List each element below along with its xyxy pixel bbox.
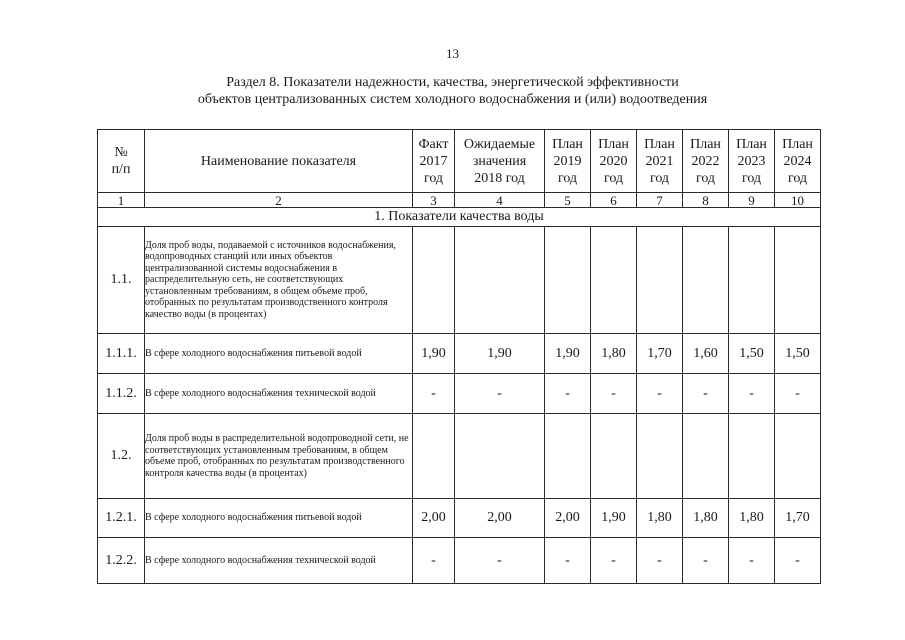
row-value: - (729, 538, 775, 584)
row-value: - (775, 538, 821, 584)
header-col-plan-2023: План 2023 год (729, 130, 775, 193)
section-title (0, 74, 905, 108)
row-name: Доля проб воды, подаваемой с источников водоснабжения, водопроводных станций или иных объектов централизованной системы водоснабжения в распределительную сеть, не соответствующих установленным требованиям, в общем объеме проб, отобранных по результатам производственного контроля качество воды (в процентах) (145, 227, 413, 334)
row-value: - (455, 374, 545, 414)
header-name: Наименование показателя (145, 130, 413, 193)
header-col-plan-2020: План 2020 год (591, 130, 637, 193)
header-col-expected-2018: Ожидаемые значения 2018 год (455, 130, 545, 193)
table-row (98, 227, 821, 334)
indicators-table (97, 129, 821, 584)
row-value (591, 227, 637, 334)
row-value: - (413, 538, 455, 584)
row-value (729, 414, 775, 499)
row-value: 1,90 (413, 334, 455, 374)
row-value (545, 227, 591, 334)
row-number: 1.2.2. (98, 538, 145, 584)
row-value: 2,00 (455, 499, 545, 538)
header-no-line2: п/п (111, 162, 131, 177)
column-number: 4 (455, 193, 545, 208)
row-value (455, 227, 545, 334)
row-value: - (545, 538, 591, 584)
column-number: 8 (683, 193, 729, 208)
row-value: 2,00 (413, 499, 455, 538)
row-value: - (591, 374, 637, 414)
row-value (729, 227, 775, 334)
row-value: 1,70 (637, 334, 683, 374)
header-col-fact-2017: Факт 2017 год (413, 130, 455, 193)
table-row (98, 374, 821, 414)
row-value (545, 414, 591, 499)
row-value: 1,90 (545, 334, 591, 374)
header-col-plan-2021: План 2021 год (637, 130, 683, 193)
header-no-line1: № (114, 145, 128, 160)
row-value: 2,00 (545, 499, 591, 538)
column-number: 5 (545, 193, 591, 208)
row-value (637, 227, 683, 334)
row-value: 1,80 (683, 499, 729, 538)
column-number: 10 (775, 193, 821, 208)
row-name: В сфере холодного водоснабжения питьевой водой (145, 499, 413, 538)
row-name: Доля проб воды в распределительной водопроводной сети, не соответствующих установленным требованиям, в общем объеме проб, отобранных по результатам производственного контроля качества воды (в процентах) (145, 414, 413, 499)
row-value: 1,80 (729, 499, 775, 538)
row-value: 1,90 (455, 334, 545, 374)
row-value: 1,50 (775, 334, 821, 374)
row-number: 1.1.1. (98, 334, 145, 374)
column-number: 7 (637, 193, 683, 208)
row-name: В сфере холодного водоснабжения технической водой (145, 374, 413, 414)
row-value: - (683, 538, 729, 584)
row-value (683, 227, 729, 334)
row-value (775, 227, 821, 334)
row-value: 1,80 (637, 499, 683, 538)
row-value: 1,90 (591, 499, 637, 538)
column-number: 3 (413, 193, 455, 208)
row-value: 1,80 (591, 334, 637, 374)
row-name: В сфере холодного водоснабжения питьевой водой (145, 334, 413, 374)
row-name: В сфере холодного водоснабжения технической водой (145, 538, 413, 584)
table-row (98, 334, 821, 374)
header-col-plan-2024: План 2024 год (775, 130, 821, 193)
title-line-1: Раздел 8. Показатели надежности, качества, энергетической эффективности (226, 75, 679, 90)
row-value: 1,50 (729, 334, 775, 374)
row-value: 1,70 (775, 499, 821, 538)
row-value (591, 414, 637, 499)
row-value (683, 414, 729, 499)
column-number-row (98, 193, 821, 208)
page-number: 13 (446, 46, 459, 61)
row-value (413, 227, 455, 334)
table-row (98, 538, 821, 584)
row-number: 1.1. (98, 227, 145, 334)
section-heading: 1. Показатели качества воды (98, 208, 821, 227)
row-number: 1.2. (98, 414, 145, 499)
row-value: - (729, 374, 775, 414)
column-number: 2 (145, 193, 413, 208)
row-value (637, 414, 683, 499)
table-row (98, 499, 821, 538)
header-col-plan-2022: План 2022 год (683, 130, 729, 193)
row-number: 1.2.1. (98, 499, 145, 538)
row-value: - (637, 374, 683, 414)
title-line-2: объектов централизованных систем холодного водоснабжения и (или) водоотведения (197, 92, 708, 107)
header-no (98, 130, 145, 193)
row-value: - (413, 374, 455, 414)
row-value: - (455, 538, 545, 584)
row-number: 1.1.2. (98, 374, 145, 414)
header-col-plan-2019: План 2019 год (545, 130, 591, 193)
table-row (98, 414, 821, 499)
row-value (775, 414, 821, 499)
column-number: 9 (729, 193, 775, 208)
header-row (98, 130, 821, 193)
row-value: 1,60 (683, 334, 729, 374)
row-value (413, 414, 455, 499)
column-number: 1 (98, 193, 145, 208)
row-value: - (545, 374, 591, 414)
row-value: - (683, 374, 729, 414)
column-number: 6 (591, 193, 637, 208)
section-row (98, 208, 821, 227)
row-value: - (637, 538, 683, 584)
row-value: - (591, 538, 637, 584)
row-value: - (775, 374, 821, 414)
row-value (455, 414, 545, 499)
